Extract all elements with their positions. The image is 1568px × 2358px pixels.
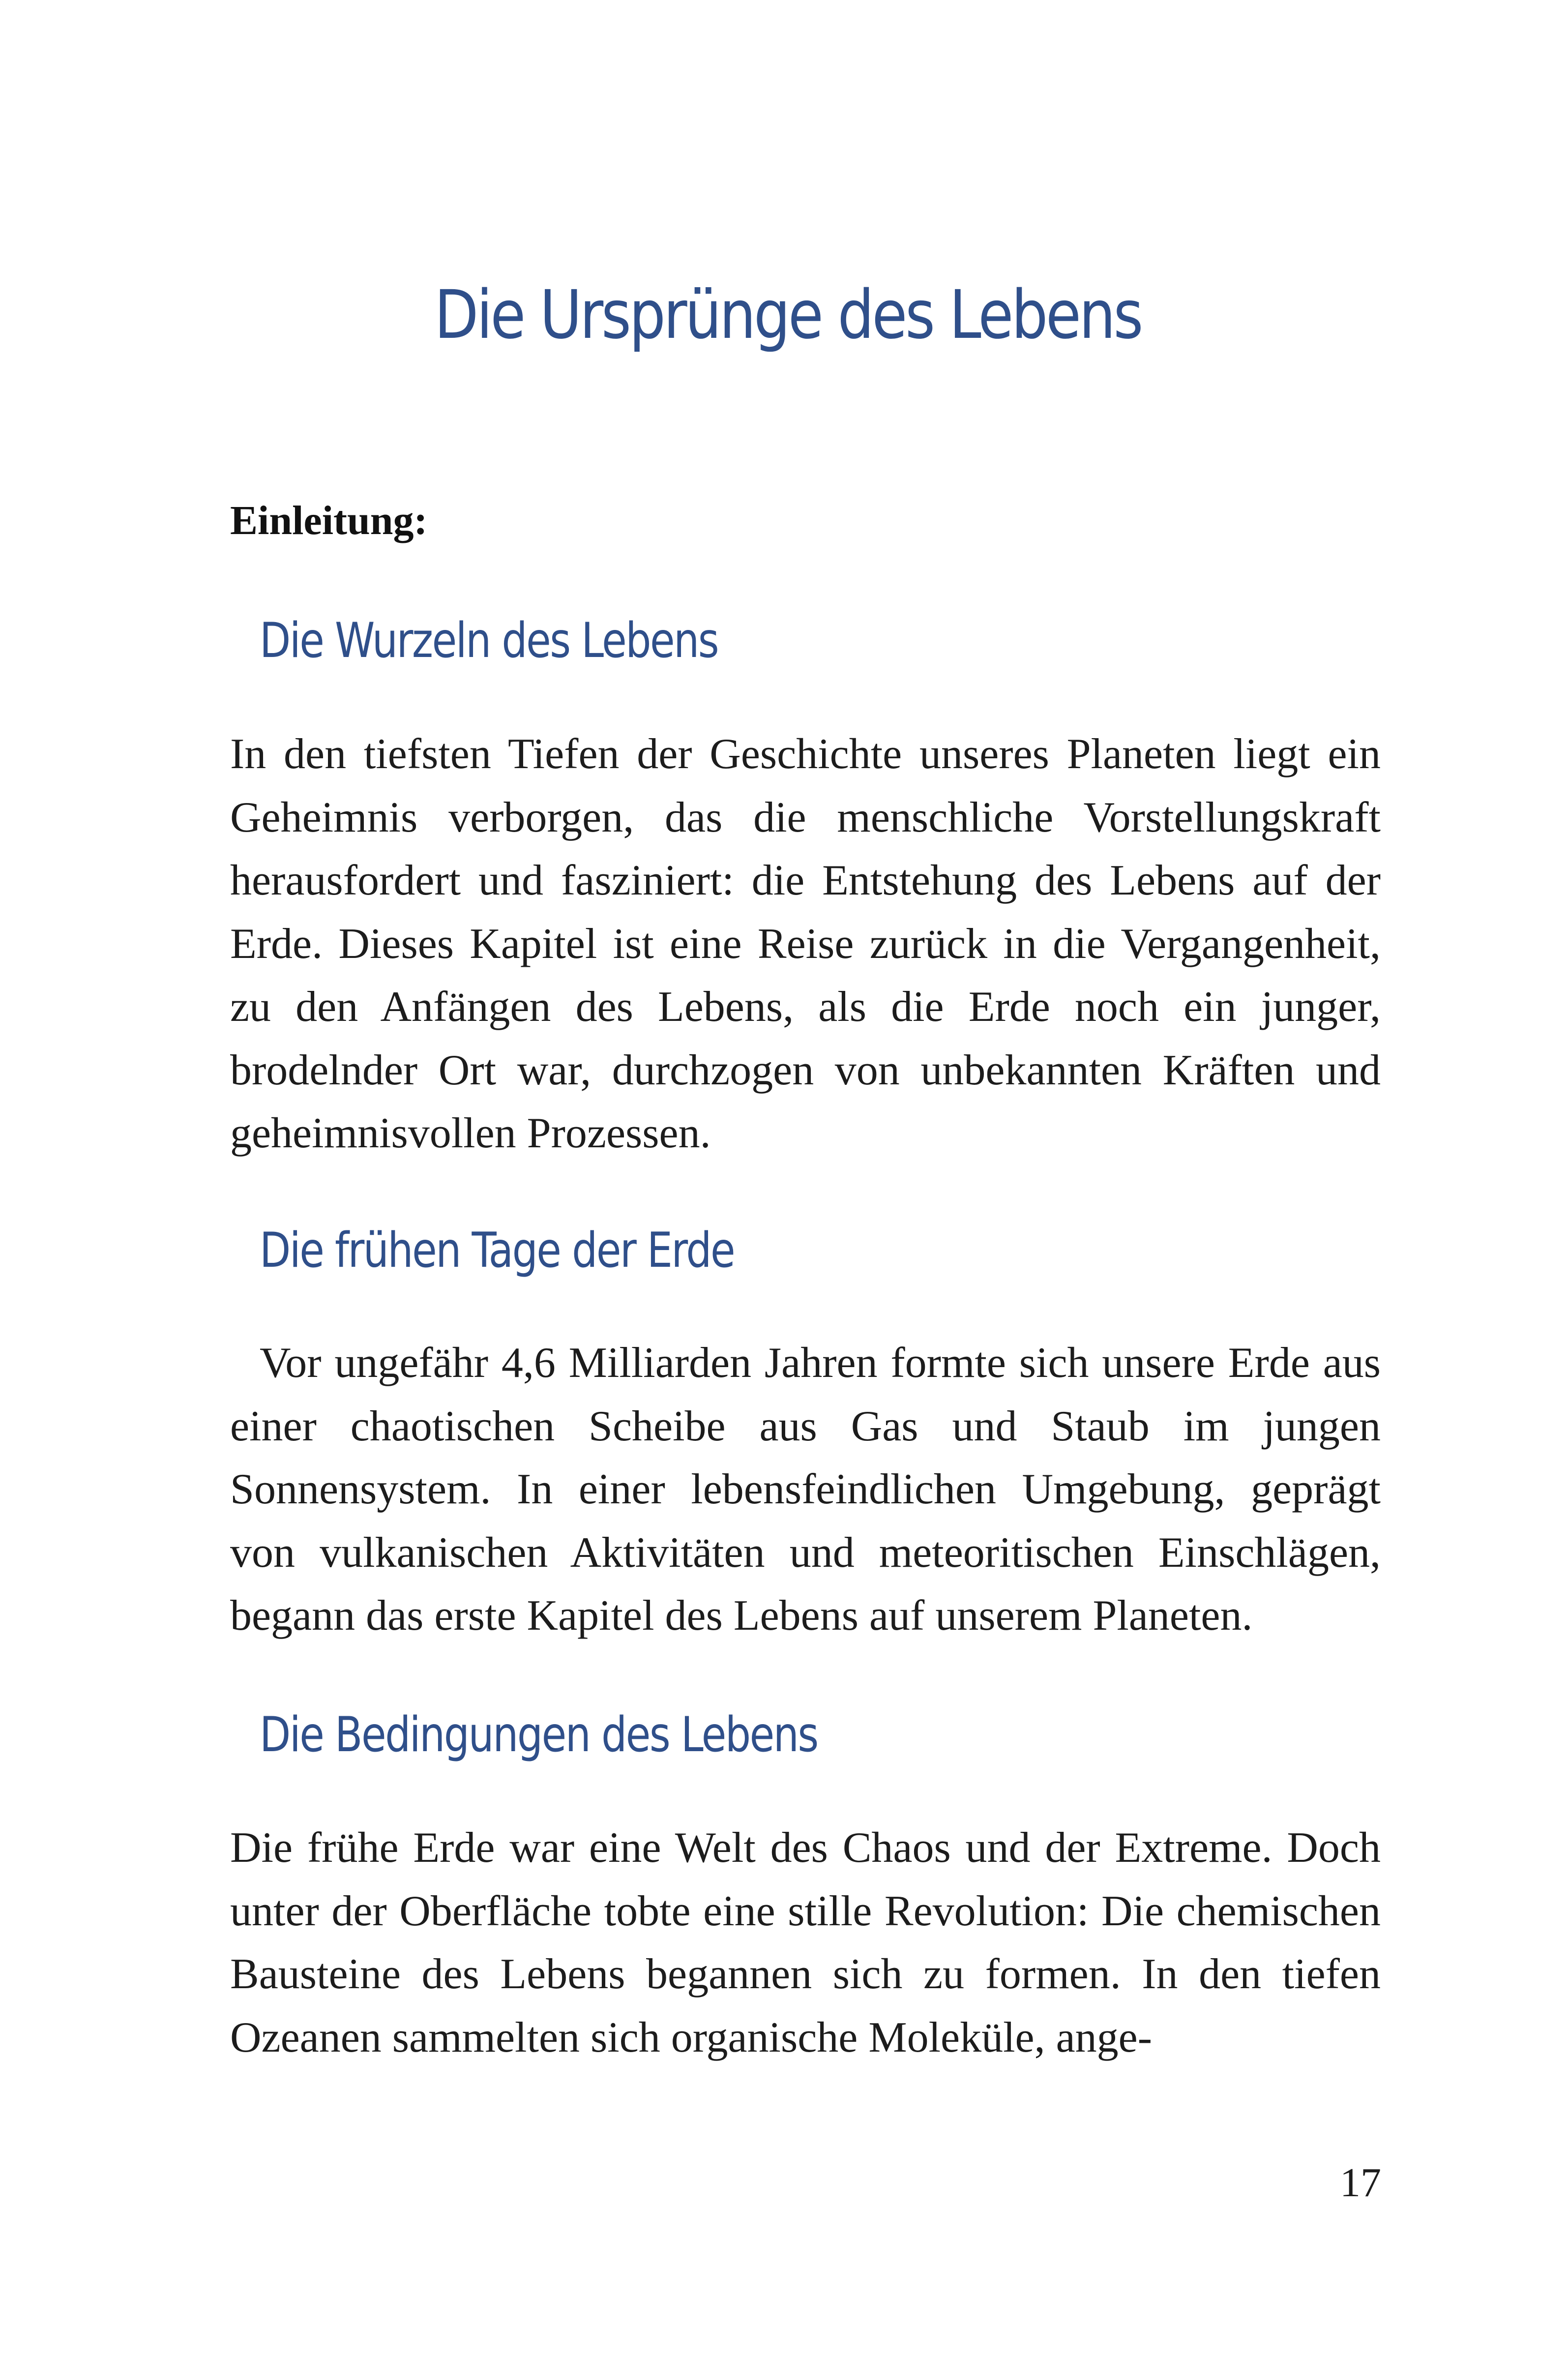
- section-heading-wurzeln: Die Wurzeln des Lebens: [260, 613, 718, 669]
- chapter-title: Die Ursprünge des Lebens: [434, 276, 1142, 354]
- paragraph-fruehe-tage: Vor ungefähr 4,6 Milliarden Jahren formte sich unsere Erde aus einer chaotischen Scheibe aus Gas und Staub im jungen Sonnensystem. In einer lebensfeindlichen Umgebung, geprägt von vulkanischen Aktivitäten und meteoritischen Einschlägen, begann das erste Kapitel des Lebens auf unserem Planeten.: [230, 1339, 1381, 1640]
- page-number: 17: [1340, 2160, 1381, 2206]
- section-heading-fruehe-tage: Die frühen Tage der Erde: [260, 1223, 735, 1279]
- paragraph-wurzeln: In den tiefsten Tiefen der Geschichte unseres Planeten liegt ein Geheimnis verborgen, das die menschliche Vorstellungskraft herausfordert und fasziniert: die Entstehung des Lebens auf der Erde. Dieses Kapitel ist eine Reise zurück in die Vergangenheit, zu den Anfängen des Lebens, als die Erde noch ein junger, brodelnder Ort war, durchzogen von unbekannten Kräften und geheimnisvollen Prozessen.: [230, 730, 1381, 1157]
- section-heading-bedingungen: Die Bedingungen des Lebens: [260, 1707, 818, 1763]
- paragraph-bedingungen: Die frühe Erde war eine Welt des Chaos und der Extreme. Doch unter der Oberfläche tobte eine stille Revolution: Die chemischen Bausteine des Lebens begannen sich zu formen. In den tiefen Ozeanen sammelten sich organische Moleküle, ange-: [230, 1824, 1381, 2061]
- intro-label: Einleitung:: [230, 498, 428, 543]
